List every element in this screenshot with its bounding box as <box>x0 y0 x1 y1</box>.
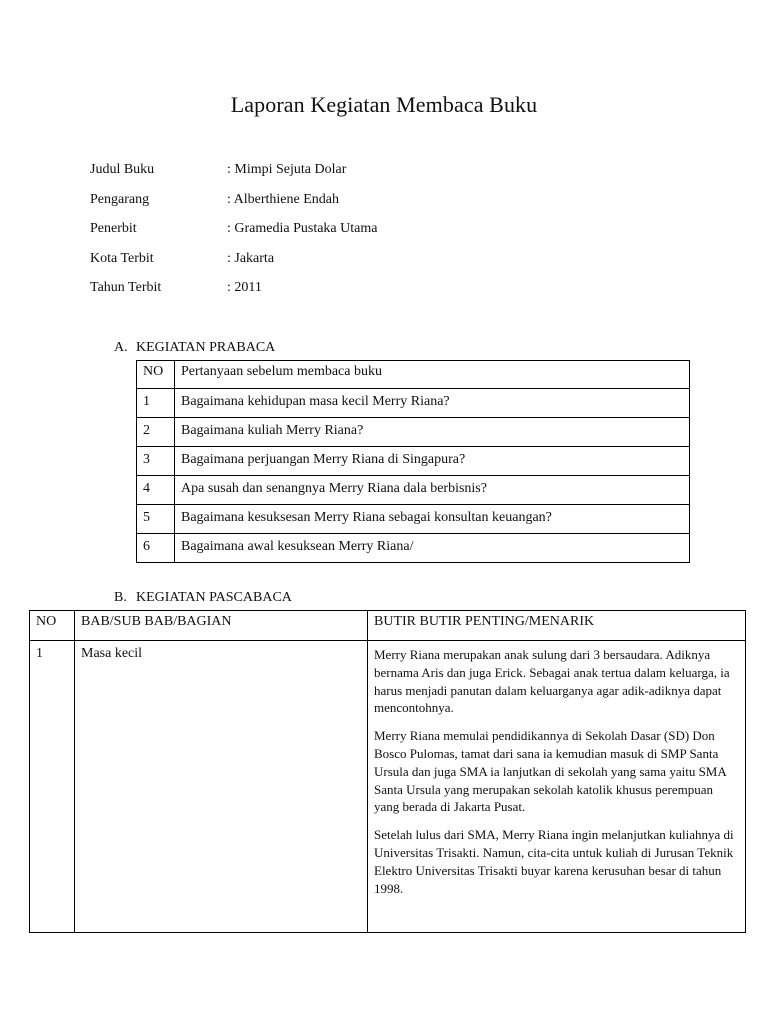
section-a-letter: A. <box>114 340 128 355</box>
row-no: 6 <box>137 534 175 563</box>
row-no: 4 <box>137 476 175 505</box>
row-question: Bagaimana awal kesuksean Merry Riana/ <box>175 534 690 563</box>
row-question: Bagaimana kehidupan masa kecil Merry Riana? <box>175 389 690 418</box>
book-info-label: Judul Buku <box>90 162 155 177</box>
header-bab: BAB/SUB BAB/BAGIAN <box>75 611 368 641</box>
butir-paragraph: Merry Riana memulai pendidikannya di Sekolah Dasar (SD) Don Bosco Pulomas, tamat dari sana ia kemudian masuk di SMP Santa Ursula dan juga SMA ia lanjutkan di sekolah yang sama yaitu SMA Santa Ursula yang merupakan sekolah katolik khusus perempuan yang berada di Jakarta Pusat. <box>374 728 727 815</box>
table-row <box>137 389 690 418</box>
book-info-row <box>90 251 590 281</box>
row-no: 2 <box>137 418 175 447</box>
book-info-value: : Mimpi Sejuta Dolar <box>227 162 347 177</box>
row-no: 5 <box>137 505 175 534</box>
section-b-heading <box>114 590 292 606</box>
butir-paragraph: Merry Riana merupakan anak sulung dari 3 bersaudara. Adiknya bernama Aris dan juga Erick. Sebagai anak tertua dalam keluarga, ia harus menjadi panutan dalam keluarganya agar adik-adiknya dapat mencontohnya. <box>374 647 730 716</box>
row-question: Bagaimana perjuangan Merry Riana di Singapura? <box>175 447 690 476</box>
row-no: 3 <box>137 447 175 476</box>
pascabaca-table <box>29 610 746 933</box>
table-row <box>137 418 690 447</box>
book-info-row <box>90 221 590 251</box>
row-butir <box>368 641 746 933</box>
book-info-label: Kota Terbit <box>90 250 154 266</box>
book-info-row <box>90 192 590 222</box>
row-no: 1 <box>137 389 175 418</box>
table-row <box>137 476 690 505</box>
book-info-label: Penerbit <box>90 221 137 237</box>
butir-paragraph: Setelah lulus dari SMA, Merry Riana ingin melanjutkan kuliahnya di Universitas Trisakti. Namun, cita-cita untuk kuliah di Jurusan Teknik Elektro Universitas Trisakti buyar karena kerusuhan besar di tahun 1998. <box>374 827 734 896</box>
book-info <box>90 162 590 310</box>
header-question: Pertanyaan sebelum membaca buku <box>175 361 690 389</box>
book-info-value: : Gramedia Pustaka Utama <box>227 221 378 237</box>
book-info-row <box>90 162 590 192</box>
header-no: NO <box>137 361 175 389</box>
section-b-letter: B. <box>114 590 127 605</box>
table-header-row <box>137 361 690 389</box>
section-a-heading <box>114 340 275 356</box>
prabaca-table <box>136 360 690 563</box>
table-row <box>137 447 690 476</box>
table-row <box>137 534 690 563</box>
book-info-label: Pengarang <box>90 191 150 207</box>
header-butir: BUTIR BUTIR PENTING/MENARIK <box>368 611 746 641</box>
page-title: Laporan Kegiatan Membaca Buku <box>230 92 538 117</box>
row-question: Bagaimana kesuksesan Merry Riana sebagai konsultan keuangan? <box>175 505 690 534</box>
header-no: NO <box>30 611 75 641</box>
section-b-title: KEGIATAN PASCABACA <box>136 590 292 605</box>
book-info-label: Tahun Terbit <box>90 280 162 296</box>
row-question: Bagaimana kuliah Merry Riana? <box>175 418 690 447</box>
table-row <box>30 641 746 933</box>
table-header-row <box>30 611 746 641</box>
table-row <box>137 505 690 534</box>
book-info-value: : 2011 <box>227 280 262 296</box>
book-info-row <box>90 280 590 310</box>
book-info-value: : Alberthiene Endah <box>227 191 339 207</box>
book-info-value: : Jakarta <box>227 250 275 266</box>
row-no: 1 <box>30 641 75 933</box>
row-bab: Masa kecil <box>75 641 368 933</box>
section-a-title: KEGIATAN PRABACA <box>136 340 276 355</box>
row-question: Apa susah dan senangnya Merry Riana dala berbisnis? <box>175 476 690 505</box>
